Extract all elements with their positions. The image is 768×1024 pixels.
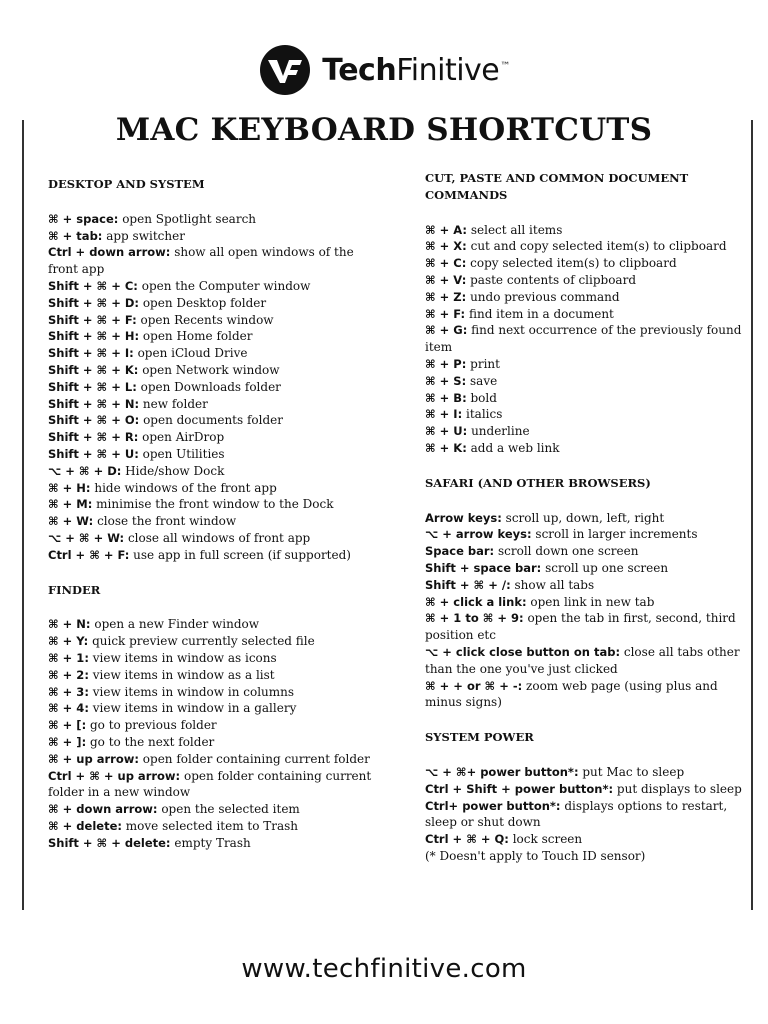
shortcut-keys: Shift + ⌘ + L: [48,379,137,394]
shortcut-description: scroll up, down, left, right [501,510,665,525]
shortcut-keys: ⌥ + click close button on tab: [425,644,621,659]
shortcut-keys: ⌘ + 3: [48,684,89,699]
section-heading: FINDER [48,582,101,597]
shortcut-description: open a new Finder window [90,617,260,632]
shortcut-description: displays options to restart, sleep or shut down [425,798,728,830]
shortcut-item [425,322,745,356]
section-cut-paste-and-common-document-commands [425,170,745,457]
shortcut-keys: Ctrl + ⌘ + F: [48,547,130,562]
shortcut-item [48,412,378,429]
brand-trademark: ™ [500,60,510,72]
shortcut-description: view items in window in a gallery [88,701,297,716]
shortcut-item [425,390,745,407]
section-heading: SYSTEM POWER [425,730,534,745]
shortcut-item [48,295,378,312]
shortcut-description: use app in full screen (if supported) [129,547,351,562]
shortcut-keys: ⌘ + 2: [48,667,89,682]
shortcut-keys: ⌘ + H: [48,480,91,495]
shortcut-description: open Utilities [138,446,225,461]
shortcut-description: find item in a document [465,306,614,321]
shortcut-description: open Recents window [136,312,274,327]
shortcut-keys: ⌘ + Z: [425,289,467,304]
shortcut-item [48,480,378,497]
shortcut-keys: Ctrl + down arrow: [48,245,171,260]
shortcut-item [48,616,378,633]
shortcut-item [48,379,378,396]
shortcut-item [425,610,745,644]
section-heading: CUT, PASTE AND COMMON DOCUMENT COMMANDS [425,171,689,202]
shortcut-item [425,678,745,712]
shortcut-keys: Space bar: [425,544,495,559]
shortcut-item [425,289,745,306]
shortcut-item [425,577,745,594]
shortcut-keys: Shift + ⌘ + D: [48,295,140,310]
shortcut-item [48,362,378,379]
shortcut-keys: ⌘ + N: [48,617,91,632]
shortcut-keys: Shift + ⌘ + I: [48,346,134,361]
shortcut-description: paste contents of clipboard [466,272,637,287]
right-column [425,170,745,883]
shortcut-item [425,222,745,239]
shortcut-description: view items in window as a list [88,667,275,682]
shortcut-description: move selected item to Trash [121,818,299,833]
shortcut-description: show all tabs [510,577,595,592]
shortcut-item [48,734,378,751]
shortcut-description: open AirDrop [138,430,225,445]
shortcut-keys: ⌥ + ⌘ + D: [48,463,122,478]
shortcut-keys: Shift + ⌘ + R: [48,430,139,445]
shortcut-description: select all items [467,222,563,237]
shortcut-description: open the selected item [157,802,300,817]
shortcut-keys: ⌘ + [: [48,718,87,733]
shortcut-keys: ⌘ + S: [425,373,467,388]
shortcut-description: add a web link [466,440,560,455]
shortcut-item [425,238,745,255]
shortcut-keys: Ctrl + ⌘ + Q: [425,832,509,847]
shortcut-keys: ⌘ + F: [425,306,466,321]
shortcut-keys: Shift + ⌘ + /: [425,577,511,592]
shortcut-description: close the front window [93,514,237,529]
shortcut-keys: ⌘ + click a link: [425,594,527,609]
shortcut-item [425,764,745,781]
shortcut-description: close all tabs other than the one you've just clicked [425,644,740,676]
shortcut-description: open Network window [138,362,280,377]
shortcut-keys: ⌘ + down arrow: [48,802,158,817]
shortcut-keys: ⌘ + B: [425,390,467,405]
shortcut-keys: ⌘ + up arrow: [48,751,139,766]
shortcut-keys: ⌘ + 1: [48,650,89,665]
shortcut-item [48,228,378,245]
shortcut-description: open Spotlight search [118,211,257,226]
shortcut-description: underline [467,424,530,439]
shortcut-keys: Arrow keys: [425,510,502,525]
shortcut-item [425,560,745,577]
section-safari-and-other-browsers [425,475,745,711]
shortcut-item [425,781,745,798]
shortcut-description: hide windows of the front app [90,480,277,495]
shortcut-item [48,768,378,802]
shortcut-item [425,373,745,390]
shortcut-description: close all windows of front app [124,530,311,545]
shortcut-keys: ⌘ + A: [425,222,468,237]
shortcut-item [425,848,745,865]
shortcut-keys: ⌘ + delete: [48,818,122,833]
shortcut-description: open the tab in first, second, third position etc [425,611,736,643]
shortcut-description: open folder containing current folder [138,751,370,766]
shortcut-keys: ⌘ + M: [48,497,93,512]
shortcut-keys: ⌘ + C: [425,256,467,271]
shortcut-keys: ⌘ + tab: [48,228,103,243]
section-heading: SAFARI (AND OTHER BROWSERS) [425,475,651,490]
shortcut-keys: Shift + ⌘ + F: [48,312,137,327]
shortcut-keys: Shift + ⌘ + C: [48,278,138,293]
shortcut-keys: ⌘ + + or ⌘ + -: [425,678,523,693]
shortcut-keys: ⌘ + 4: [48,701,89,716]
shortcut-description: italics [462,407,503,422]
shortcut-description: (* Doesn't apply to Touch ID sensor) [425,848,646,863]
page-title: MAC KEYBOARD SHORTCUTS [115,112,653,148]
section-system-power [425,729,745,865]
shortcut-item [48,345,378,362]
shortcut-description: view items in window in columns [88,684,295,699]
shortcut-description: go to the next folder [86,734,215,749]
shortcut-description: zoom web page (using plus and minus signs) [425,678,718,710]
shortcut-description: open iCloud Drive [133,346,248,361]
shortcut-keys: ⌘ + Y: [48,634,89,649]
shortcut-item [48,328,378,345]
shortcut-description: minimise the front window to the Dock [92,497,334,512]
shortcut-item [48,278,378,295]
shortcut-description: open the Computer window [137,278,311,293]
shortcut-description: save [466,373,498,388]
shortcut-description: app switcher [102,228,185,243]
shortcut-keys: ⌘ + I: [425,407,463,422]
shortcut-description: go to previous folder [86,718,217,733]
shortcut-item [425,543,745,560]
shortcut-item [48,633,378,650]
section-desktop-and-system [48,176,378,564]
shortcut-item [425,440,745,457]
shortcut-item [425,306,745,323]
shortcut-item [425,272,745,289]
shortcut-item [48,396,378,413]
section-finder [48,582,378,852]
shortcut-description: scroll up one screen [541,560,669,575]
shortcut-description: copy selected item(s) to clipboard [466,256,677,271]
shortcut-item [425,356,745,373]
shortcut-keys: ⌘ + X: [425,239,467,254]
brand-logo [0,42,768,98]
shortcut-item [48,312,378,329]
techfinitive-logo-icon [258,43,312,97]
shortcut-description: find next occurrence of the previously found item [425,323,742,355]
shortcut-description: scroll in larger increments [531,527,698,542]
left-column [48,176,378,869]
shortcut-item [48,818,378,835]
shortcut-item [48,513,378,530]
shortcut-description: open folder containing current folder in a new window [48,768,372,800]
brand-name-light: Finitive [396,52,500,88]
shortcut-keys: Shift + ⌘ + N: [48,396,140,411]
shortcut-keys: ⌘ + K: [425,440,467,455]
shortcut-keys: ⌥ + arrow keys: [425,527,532,542]
brand-wordmark [322,53,510,88]
shortcut-item [425,644,745,678]
shortcut-item [48,835,378,852]
shortcut-keys: Ctrl+ power button*: [425,798,561,813]
shortcut-item [48,244,378,278]
shortcut-keys: ⌘ + P: [425,356,467,371]
shortcut-description: view items in window as icons [88,650,277,665]
shortcut-description: undo previous command [466,289,620,304]
shortcut-description: print [466,356,500,371]
shortcut-description: new folder [139,396,208,411]
shortcut-keys: Shift + ⌘ + delete: [48,835,171,850]
shortcut-item [48,717,378,734]
shortcut-item [48,751,378,768]
shortcut-item [425,510,745,527]
section-heading: DESKTOP AND SYSTEM [48,177,205,191]
shortcut-item [48,530,378,547]
shortcut-item [48,429,378,446]
shortcut-description: Hide/show Dock [121,463,225,478]
shortcut-keys: ⌘ + W: [48,514,94,529]
shortcut-keys: Ctrl + ⌘ + up arrow: [48,768,181,783]
shortcut-keys: Shift + ⌘ + H: [48,329,140,344]
shortcut-item [425,831,745,848]
shortcut-item [48,446,378,463]
shortcut-description: cut and copy selected item(s) to clipboard [466,239,727,254]
shortcut-description: bold [466,390,497,405]
shortcut-item [48,496,378,513]
shortcut-keys: ⌘ + space: [48,211,119,226]
brand-name-bold: Tech [322,52,397,88]
shortcut-item [48,650,378,667]
shortcut-keys: ⌘ + G: [425,323,468,338]
shortcut-description: open link in new tab [526,594,655,609]
shortcut-description: open Desktop folder [139,295,267,310]
shortcut-keys: ⌘ + ]: [48,734,87,749]
shortcut-description: open Downloads folder [136,379,281,394]
shortcut-description: quick preview currently selected file [88,634,315,649]
shortcut-item [48,801,378,818]
shortcut-item [425,423,745,440]
shortcut-keys: ⌥ + ⌘+ power button*: [425,764,579,779]
shortcut-description: put displays to sleep [613,781,742,796]
shortcut-item [425,594,745,611]
shortcut-item [48,684,378,701]
shortcut-item [48,700,378,717]
shortcut-description: open Home folder [139,329,253,344]
shortcut-item [425,798,745,832]
footer-url: www.techfinitive.com [241,954,527,984]
shortcut-item [48,463,378,480]
shortcut-description: open documents folder [139,413,283,428]
shortcut-keys: Shift + ⌘ + O: [48,413,140,428]
shortcut-description: put Mac to sleep [578,764,685,779]
shortcut-keys: Shift + ⌘ + U: [48,446,139,461]
shortcut-item [48,547,378,564]
shortcut-item [425,406,745,423]
shortcut-keys: ⌘ + 1 to ⌘ + 9: [425,611,524,626]
shortcut-description: scroll down one screen [494,544,639,559]
shortcut-description: empty Trash [170,835,251,850]
shortcut-keys: ⌘ + U: [425,424,468,439]
shortcut-item [48,211,378,228]
shortcut-item [425,526,745,543]
shortcut-keys: Shift + ⌘ + K: [48,362,139,377]
shortcut-keys: ⌘ + V: [425,272,467,287]
shortcut-item [48,667,378,684]
page-edge-left [22,120,24,910]
shortcut-keys: Shift + space bar: [425,560,542,575]
page-edge-right [751,120,753,910]
shortcut-keys: Ctrl + Shift + power button*: [425,781,614,796]
shortcut-description: lock screen [508,832,583,847]
shortcut-description: show all open windows of the front app [48,245,354,277]
shortcut-item [425,255,745,272]
shortcut-keys: ⌥ + ⌘ + W: [48,530,125,545]
